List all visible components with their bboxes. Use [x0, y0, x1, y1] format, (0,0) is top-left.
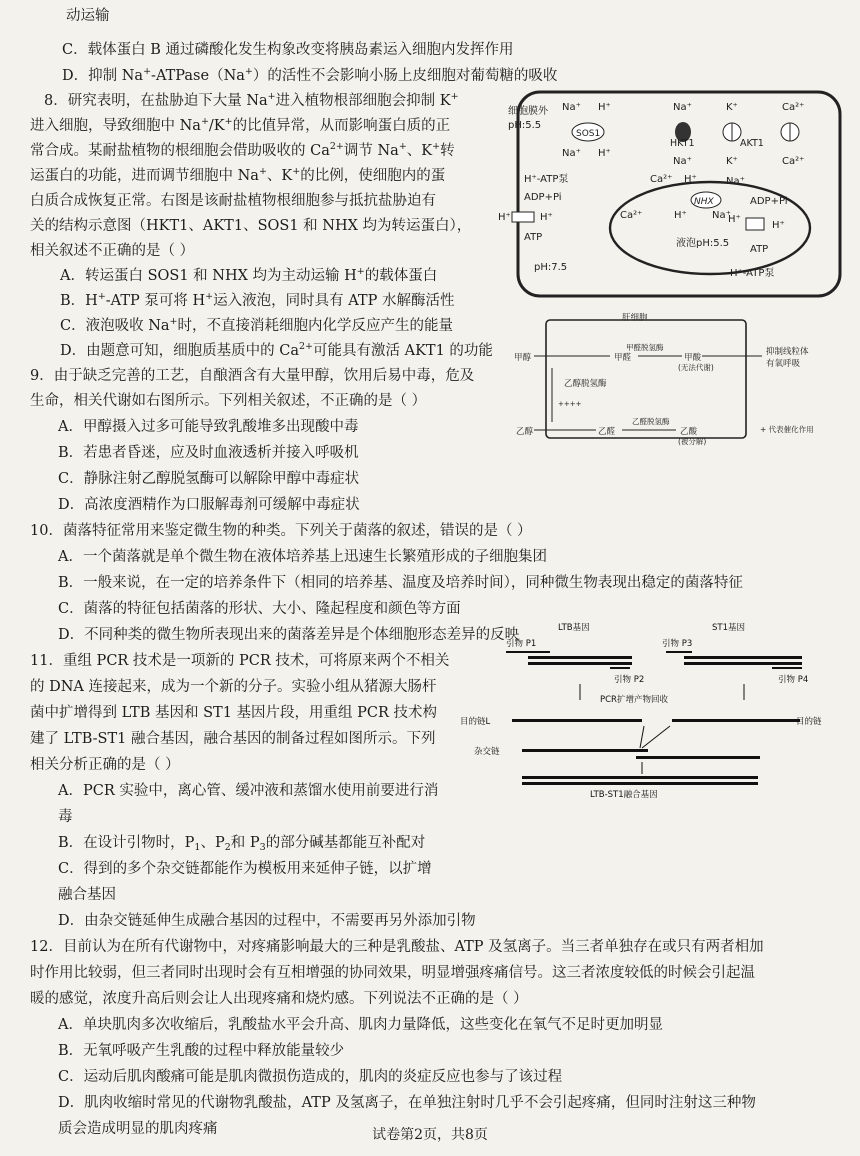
text-line: 进入细胞，导致细胞中 Na+/K+的比值异常，从而影响蛋白质的正 [30, 116, 451, 134]
pump-left-label: H⁺-ATP泵 [524, 174, 569, 185]
primer-p2-label: 引物 P2 [614, 675, 645, 685]
formic-note: (无法代谢) [678, 363, 714, 372]
formaldehyde-label: 甲醛 [614, 353, 632, 363]
text-line: 质会造成明显的肌肉疼痛 [58, 1121, 218, 1137]
akt1-k-top: K⁺ [726, 102, 738, 113]
text-line: B．在设计引物时，$P_1$、$P_2$和 $P_3$的部分碱基都能互补配对 [58, 835, 426, 853]
text-line: D．不同种类的微生物所表现出来的菌落差异是个体细胞形态差异的反映 [58, 627, 520, 643]
effect-label: 抑制线粒体 [766, 347, 809, 357]
sos1-h-top: H⁺ [598, 102, 611, 113]
text-line: 8．研究表明，在盐胁迫下大量 Na+进入植物根部细胞会抑制 K+ [44, 91, 459, 109]
vac-h-in: H⁺ [674, 210, 687, 221]
text-line: C．液泡吸收 Na+时，不直接消耗细胞内化学反应产生的能量 [60, 316, 454, 334]
text-line: C．得到的多个杂交链都能作为模板用来延伸子链，以扩增 [58, 861, 432, 877]
text-line: 相关分析正确的是（ ） [30, 757, 180, 773]
text-line: D．由题意可知，细胞质基质中的 $Ca^{2+}$可能具有激活 AKT1 的功能 [60, 341, 493, 359]
plus-label: ++++ [558, 400, 582, 408]
text-line: 暖的感觉，浓度升高后则会让人出现疼痛和烧灼感。下列说法不正确的是（ ） [30, 991, 528, 1007]
label-outside: 细胞膜外 [508, 106, 548, 117]
pump-right-atp: ATP [750, 244, 769, 255]
fdh-label: 甲醛脱氢酶 [626, 343, 664, 352]
text-line: 常合成。某耐盐植物的根细胞会借助吸收的 $Ca^{2+}$调节 Na+、K+转 [30, 141, 455, 159]
cytoplasm-ph-label: pH:7.5 [534, 262, 568, 273]
text-line: C．载体蛋白 B 通过磷酸化发生构象改变将胰岛素运入细胞内发挥作用 [62, 42, 514, 58]
text-line: D．肌肉收缩时常见的代谢物乳酸盐，ATP 及氢离子，在单独注射时几乎不会引起疼痛，但同时注射这三种物 [58, 1095, 756, 1111]
pump-left-h-in: H⁺ [540, 212, 553, 223]
text-line: A．单块肌肉多次收缩后，乳酸盐水平会升高、肌肉力量降低，这些变化在氧气不足时更加明显 [58, 1017, 663, 1033]
pump-right-label: H⁺-ATP泵 [730, 268, 775, 279]
hkt1-na-top: Na⁺ [673, 102, 692, 113]
text-line: 动运输 [66, 8, 110, 24]
text-line: 相关叙述不正确的是（ ） [30, 243, 195, 259]
sos1-h-bottom: H⁺ [598, 148, 611, 159]
text-line: 11．重组 PCR 技术是一项新的 PCR 技术，可将原来两个不相关 [30, 653, 450, 669]
hybrid-strand-label: 杂交链 [474, 747, 500, 757]
text-line: C．运动后肌肉酸痛可能是肌肉微损伤造成的，肌肉的炎症反应也参与了该过程 [58, 1069, 563, 1085]
text-line: C．静脉注射乙醇脱氢酶可以解除甲醇中毒症状 [58, 471, 360, 487]
acetaldehyde-label: 乙醛 [598, 427, 616, 437]
primer-p3-label: 引物 P3 [662, 639, 693, 649]
text-line: 生命，相关代谢如右图所示。下列相关叙述，不正确的是（ ） [30, 393, 427, 409]
vac-na-in: Na⁺ [712, 210, 731, 221]
text-line: A．转运蛋白 SOS1 和 NHX 均为主动运输 H+的载体蛋白 [60, 266, 438, 284]
target-strand-r-label: 目的链 [796, 717, 822, 727]
pcr-recover-label: PCR扩增产物回收 [600, 695, 668, 705]
legend-label: + 代表催化作用 [760, 425, 814, 434]
text-line: 运蛋白的功能，进而调节细胞中 Na+、K+的比例，使细胞内的蛋 [30, 166, 446, 184]
target-strand-l-label: 目的链L [460, 717, 491, 727]
primer-p1-label: 引物 P1 [506, 639, 537, 649]
text-line: 菌中扩增得到 LTB 基因和 ST1 基因片段，用重组 PCR 技术构 [30, 705, 438, 721]
text-line: 关的结构示意图（HKT1、AKT1、SOS1 和 NHX 均为转运蛋白）， [30, 218, 472, 234]
hkt1-label: HKT1 [670, 138, 695, 149]
text-line: B．一般来说，在一定的培养条件下（相同的培养基、温度及培养时间），同种微生物表现出稳定的菌落特征 [58, 575, 743, 591]
pump-left-atp: ATP [524, 232, 543, 243]
text-line: 白质合成恢复正常。右图是该耐盐植物根细胞参与抵抗盐胁迫有 [30, 193, 436, 209]
sos1-na-top: Na⁺ [562, 102, 581, 113]
text-line: B．若患者昏迷，应及时血液透析并接入呼吸机 [58, 445, 359, 461]
page-footer: 试卷第2页，共8页 [372, 1127, 488, 1143]
pump-right-h-out: H⁺ [772, 220, 785, 231]
pump-left-adp: ADP+Pi [524, 192, 562, 203]
ca-bottom: Ca²⁺ [782, 156, 805, 167]
text-line: D．由杂交链延伸生成融合基因的过程中，不需要再另外添加引物 [58, 913, 476, 929]
recombinant-pcr-diagram [460, 622, 850, 804]
pump-left-h-out: H⁺ [498, 212, 511, 223]
vac-ca-in: Ca²⁺ [620, 210, 643, 221]
text-line: A．PCR 实验中，离心管、缓冲液和蒸馏水使用前要进行消 [58, 783, 439, 799]
text-line: B．H+-ATP 泵可将 H+运入液泡，同时具有 ATP 水解酶活性 [60, 291, 455, 309]
nhx-label: NHX [694, 197, 714, 207]
hkt1-na-bottom: Na⁺ [673, 156, 692, 167]
text-line: 9．由于缺乏完善的工艺，自酿酒含有大量甲醇，饮用后易中毒，危及 [30, 368, 475, 384]
effect-label-2: 有氧呼吸 [766, 359, 801, 369]
text-line: A．甲醇摄入过多可能导致乳酸堆多出现酸中毒 [58, 419, 359, 435]
akt1-label: AKT1 [740, 138, 764, 149]
text-line: 10．菌落特征常用来鉴定微生物的种类。下列关于菌落的叙述，错误的是（ ） [30, 523, 532, 539]
acetic-note: (被分解) [678, 437, 707, 446]
text-line: A．一个菌落就是单个微生物在液体培养基上迅速生长繁殖形成的子细胞集团 [58, 549, 547, 565]
text-line: 12．目前认为在所有代谢物中，对疼痛影响最大的三种是乳酸盐、ATP 及氢离子。当三者单独存在或只有两者相加 [30, 939, 764, 955]
text-line: B．无氧呼吸产生乳酸的过程中释放能量较少 [58, 1043, 345, 1059]
st1-gene-label: ST1基因 [712, 623, 745, 633]
text-line: 的 DNA 连接起来，成为一个新的分子。实验小组从猪源大肠杆 [30, 679, 437, 695]
aldh-label: 乙醛脱氢酶 [632, 417, 670, 426]
text-line: 建了 LTB-ST1 融合基因，融合基因的制备过程如图所示。下列 [30, 731, 436, 747]
acetic-acid-label: 乙酸 [680, 427, 698, 437]
pump-right-h-in: H⁺ [728, 214, 741, 225]
text-line: D．抑制 Na+-ATPase（Na+）的活性不会影响小肠上皮细胞对葡萄糖的吸收 [62, 66, 558, 84]
methanol-outside: 甲醇 [514, 353, 532, 363]
root-cell-transport-diagram [500, 88, 845, 304]
vacuole-ph-label: 液泡pH:5.5 [676, 238, 730, 249]
methanol-metabolism-diagram [476, 312, 856, 446]
adh-label: 乙醇脱氢酶 [564, 379, 607, 389]
text-line: 时作用比较弱，但三者同时出现时会有互相增强的协同效果，明显增强疼痛信号。这三者浓度较低的时候会引起温 [30, 965, 755, 981]
fusion-gene-label: LTB-ST1融合基因 [590, 790, 658, 800]
pump-right-adp: ADP+Pi [750, 196, 788, 207]
text-line: 毒 [58, 809, 73, 825]
vac-ca-out: Ca²⁺ [650, 174, 673, 185]
label-ph-outside: pH:5.5 [508, 120, 542, 131]
akt1-k-bottom: K⁺ [726, 156, 738, 167]
liver-cell-label: 肝细胞 [622, 313, 648, 323]
sos1-na-bottom: Na⁺ [562, 148, 581, 159]
ltb-gene-label: LTB基因 [558, 623, 590, 633]
vac-h-out: H⁺ [684, 174, 697, 185]
text-line: D．高浓度酒精作为口服解毒剂可缓解中毒症状 [58, 497, 360, 513]
ethanol-outside: 乙醇 [516, 427, 534, 437]
ca-top: Ca²⁺ [782, 102, 805, 113]
sos1-label: SOS1 [576, 129, 601, 139]
primer-p4-label: 引物 P4 [778, 675, 809, 685]
text-line: C．菌落的特征包括菌落的形状、大小、隆起程度和颜色等方面 [58, 601, 461, 617]
formic-acid-label: 甲酸 [684, 353, 702, 363]
text-line: 融合基因 [58, 887, 116, 903]
vac-na-out: Na⁺ [726, 176, 745, 187]
